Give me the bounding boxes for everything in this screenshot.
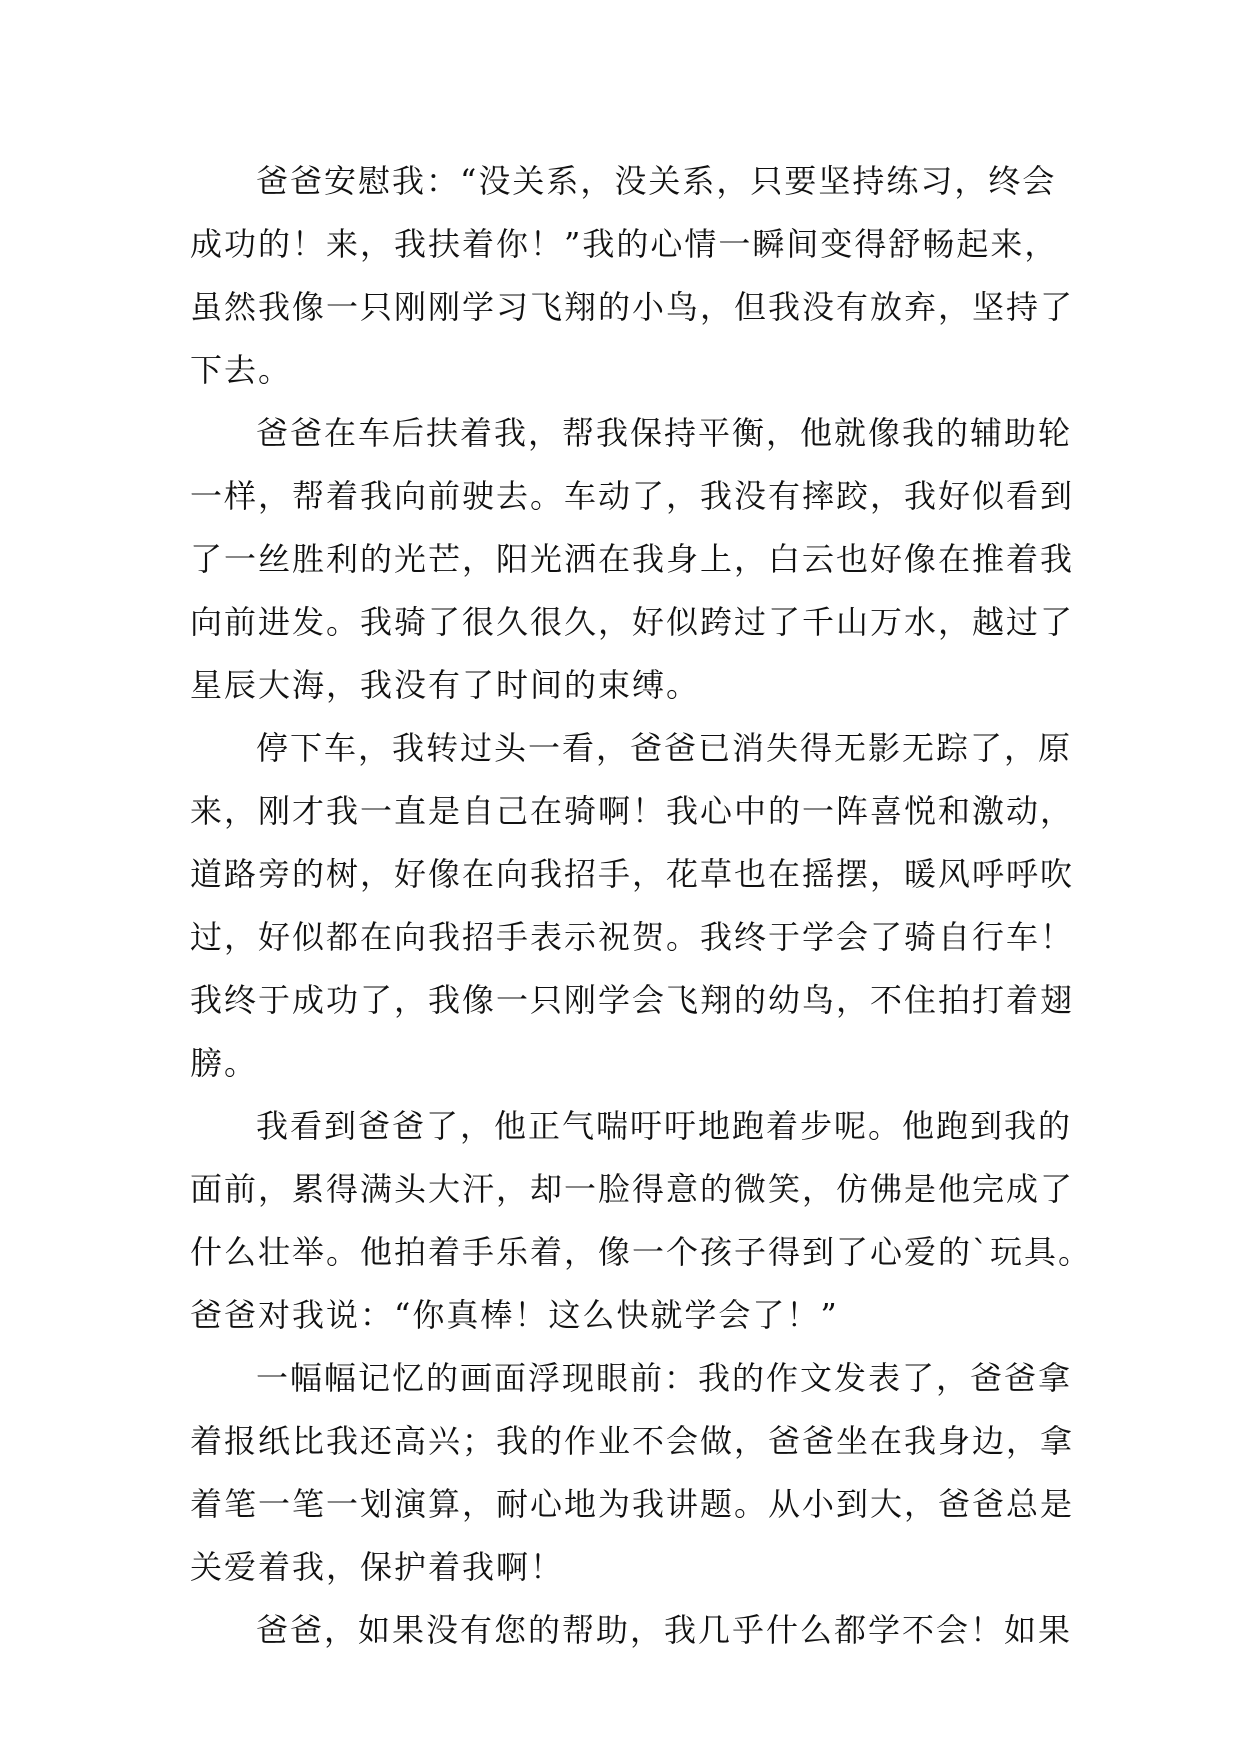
text-line: 虽然我像一只刚刚学习飞翔的小鸟，但我没有放弃，坚持了 xyxy=(190,288,1075,326)
paragraph xyxy=(190,1347,1075,1599)
text-line: 一幅幅记忆的画面浮现眼前：我的作文发表了，爸爸拿 xyxy=(256,1359,1073,1397)
text-line: 膀。 xyxy=(190,1044,259,1082)
paragraph xyxy=(190,150,1075,402)
text-line: 成功的！来，我扶着你！”我的心情一瞬间变得舒畅起来， xyxy=(190,225,1059,263)
text-line: 向前进发。我骑了很久很久，好似跨过了千山万水，越过了 xyxy=(190,603,1075,641)
text-line: 着笔一笔一划演算，耐心地为我讲题。从小到大，爸爸总是 xyxy=(190,1485,1075,1523)
paragraph xyxy=(190,402,1075,717)
text-line: 面前，累得满头大汗，却一脸得意的微笑，仿佛是他完成了 xyxy=(190,1170,1075,1208)
text-line: 什么壮举。他拍着手乐着，像一个孩子得到了心爱的`玩具。 xyxy=(190,1233,1093,1271)
text-line: 爸爸在车后扶着我，帮我保持平衡，他就像我的辅助轮 xyxy=(256,414,1073,452)
text-line: 星辰大海，我没有了时间的束缚。 xyxy=(190,666,701,704)
paragraph xyxy=(190,1095,1093,1347)
text-line: 一样，帮着我向前驶去。车动了，我没有摔跤，我好似看到 xyxy=(190,477,1075,515)
paragraph xyxy=(190,1599,1073,1662)
text-line: 来，刚才我一直是自己在骑啊！我心中的一阵喜悦和激动， xyxy=(190,792,1075,830)
text-line: 停下车，我转过头一看，爸爸已消失得无影无踪了，原 xyxy=(256,729,1073,767)
paragraph xyxy=(190,717,1075,1095)
text-line: 下去。 xyxy=(190,351,293,389)
text-line: 了一丝胜利的光芒，阳光洒在我身上，白云也好像在推着我 xyxy=(190,540,1075,578)
text-line: 爸爸，如果没有您的帮助，我几乎什么都学不会！如果 xyxy=(256,1611,1073,1649)
text-line: 道路旁的树，好像在向我招手，花草也在摇摆，暖风呼呼吹 xyxy=(190,855,1075,893)
text-line: 过，好似都在向我招手表示祝贺。我终于学会了骑自行车！ xyxy=(190,918,1075,956)
text-line: 我看到爸爸了，他正气喘吁吁地跑着步呢。他跑到我的 xyxy=(256,1107,1073,1145)
text-line: 我终于成功了，我像一只刚学会飞翔的幼鸟，不住拍打着翅 xyxy=(190,981,1075,1019)
text-line: 关爱着我，保护着我啊！ xyxy=(190,1548,565,1586)
text-line: 着报纸比我还高兴；我的作业不会做，爸爸坐在我身边，拿 xyxy=(190,1422,1075,1460)
text-line: 爸爸对我说：“你真棒！这么快就学会了！” xyxy=(190,1296,839,1334)
text-line: 爸爸安慰我：“没关系，没关系，只要坚持练习，终会 xyxy=(256,162,1057,200)
document-body xyxy=(190,150,1093,1662)
